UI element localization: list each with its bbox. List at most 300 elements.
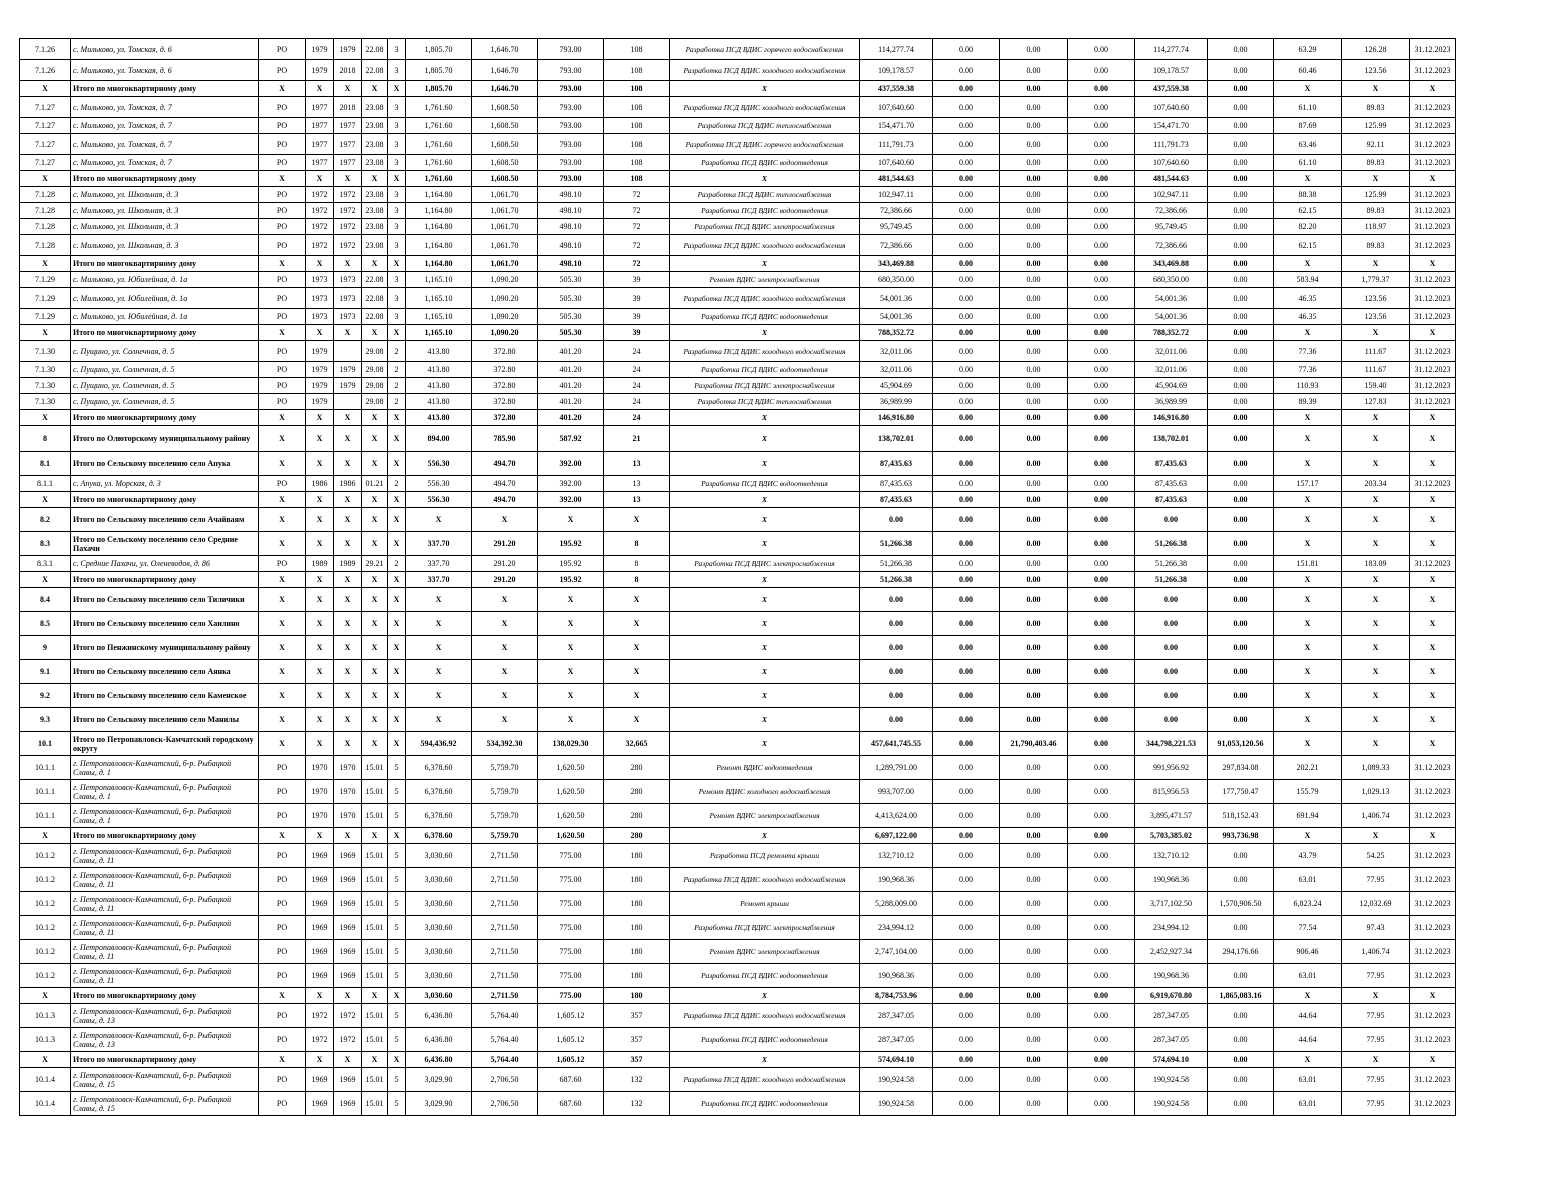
cell-other-funds: 0.00 [1208, 844, 1274, 868]
cell-total-cost: 0.00 [860, 660, 933, 684]
cell-local-funds: 0.00 [1068, 394, 1135, 410]
cell-owner-funds: 32,011.06 [1135, 362, 1208, 378]
cell-residents: 24 [604, 378, 670, 394]
cell-other-funds: 0.00 [1208, 118, 1274, 134]
cell-cadastral: 29.21 [362, 556, 388, 572]
cell-other-funds: 294,176.66 [1208, 940, 1274, 964]
table-row [20, 964, 1456, 988]
cell-unit-cost: X [1274, 708, 1342, 732]
cell-year-renovated: X [334, 256, 362, 272]
cell-living-area: 1,608.50 [472, 155, 538, 171]
cell-total-cost: 0.00 [860, 684, 933, 708]
cell-max-unit-cost: 54.25 [1342, 844, 1410, 868]
subtotal-row [20, 452, 1456, 476]
cell-owner-funds: 3,717,102.50 [1135, 892, 1208, 916]
cell-work-type: Разработка ПСД ВДИС электроснабжения [670, 219, 860, 235]
cell-total-cost: 32,011.06 [860, 362, 933, 378]
cell-work-type: X [670, 612, 860, 636]
cell-total-area: 3,030.60 [406, 988, 472, 1004]
cell-item-number: X [20, 1052, 71, 1068]
cell-work-type: Разработка ПСД ВДИС электроснабжения [670, 378, 860, 394]
cell-item-number: X [20, 572, 71, 588]
cell-year-renovated: 1977 [334, 155, 362, 171]
cell-owner-funds: 51,266.38 [1135, 556, 1208, 572]
cell-common-area: 793.00 [538, 134, 604, 155]
cell-max-unit-cost: X [1342, 532, 1410, 556]
cell-deadline: X [1410, 256, 1456, 272]
cell-common-area: 401.20 [538, 378, 604, 394]
cell-work-type: Разработка ПСД ВДИС водоотведения [670, 203, 860, 219]
cell-owner-type: X [259, 572, 306, 588]
cell-work-type: Разработка ПСД ВДИС электроснабжения [670, 556, 860, 572]
cell-address: с. Мильково, ул. Томская, д. 7 [71, 97, 259, 118]
cell-owner-funds: 0.00 [1135, 660, 1208, 684]
cell-owner-type: РО [259, 844, 306, 868]
cell-floors: X [388, 708, 406, 732]
cell-owner-type: РО [259, 97, 306, 118]
cell-year-renovated [334, 394, 362, 410]
cell-owner-type: X [259, 588, 306, 612]
cell-total-cost: 287,347.05 [860, 1004, 933, 1028]
cell-living-area: 2,711.50 [472, 892, 538, 916]
cell-max-unit-cost: 126.28 [1342, 39, 1410, 60]
cell-deadline: 31.12.2023 [1410, 1068, 1456, 1092]
cell-common-area: 401.20 [538, 362, 604, 378]
subtotal-row [20, 660, 1456, 684]
cell-local-funds: 0.00 [1068, 988, 1135, 1004]
cell-unit-cost: X [1274, 492, 1342, 508]
cell-federal-funds: 0.00 [933, 410, 1000, 426]
cell-cadastral: X [362, 612, 388, 636]
cell-year-renovated: X [334, 532, 362, 556]
cell-total-cost: 51,266.38 [860, 532, 933, 556]
cell-unit-cost: 151.81 [1274, 556, 1342, 572]
cell-floors: X [388, 636, 406, 660]
cell-residents: 180 [604, 964, 670, 988]
cell-local-funds: 0.00 [1068, 940, 1135, 964]
cell-owner-funds: 287,347.05 [1135, 1028, 1208, 1052]
cell-total-cost: 95,749.45 [860, 219, 933, 235]
cell-total-cost: 0.00 [860, 708, 933, 732]
cell-other-funds: 0.00 [1208, 81, 1274, 97]
cell-max-unit-cost: 1,089.33 [1342, 756, 1410, 780]
cell-year-renovated: X [334, 1052, 362, 1068]
cell-common-area: 775.00 [538, 940, 604, 964]
cell-address: Итого по Сельскому поселению село Хаилино [71, 612, 259, 636]
cell-common-area: 498.10 [538, 187, 604, 203]
cell-total-cost: 107,640.60 [860, 97, 933, 118]
cell-work-type: Разработка ПСД ВДИС теплоснабжения [670, 394, 860, 410]
cell-work-type: Разработка ПСД ВДИС водоотведения [670, 309, 860, 325]
cell-owner-type: X [259, 532, 306, 556]
cell-other-funds: 0.00 [1208, 1028, 1274, 1052]
cell-total-cost: 190,924.58 [860, 1068, 933, 1092]
cell-residents: 280 [604, 756, 670, 780]
cell-local-funds: 0.00 [1068, 272, 1135, 288]
cell-cadastral: 15.01 [362, 1092, 388, 1116]
cell-total-area: 1,165.10 [406, 272, 472, 288]
cell-item-number: 10.1.4 [20, 1092, 71, 1116]
cell-max-unit-cost: 77.95 [1342, 868, 1410, 892]
cell-owner-funds: 87,435.63 [1135, 492, 1208, 508]
cell-work-type: Разработка ПСД ВДИС водоотведения [670, 155, 860, 171]
cell-floors: X [388, 612, 406, 636]
cell-other-funds: 0.00 [1208, 612, 1274, 636]
cell-floors: X [388, 660, 406, 684]
cell-owner-funds: 107,640.60 [1135, 97, 1208, 118]
cell-owner-type: X [259, 325, 306, 341]
cell-deadline: 31.12.2023 [1410, 868, 1456, 892]
cell-living-area: 1,646.70 [472, 39, 538, 60]
cell-other-funds: 0.00 [1208, 97, 1274, 118]
cell-owner-type: РО [259, 39, 306, 60]
cell-federal-funds: 0.00 [933, 219, 1000, 235]
cell-deadline: 31.12.2023 [1410, 1092, 1456, 1116]
cell-other-funds: 1,865,083.16 [1208, 988, 1274, 1004]
cell-common-area: 793.00 [538, 81, 604, 97]
cell-federal-funds: 0.00 [933, 988, 1000, 1004]
cell-owner-funds: 107,640.60 [1135, 155, 1208, 171]
cell-deadline: X [1410, 532, 1456, 556]
cell-local-funds: 0.00 [1068, 804, 1135, 828]
cell-work-type: X [670, 492, 860, 508]
cell-max-unit-cost: 89.83 [1342, 203, 1410, 219]
cell-common-area: 1,620.50 [538, 804, 604, 828]
cell-regional-funds: 0.00 [1000, 309, 1068, 325]
cell-regional-funds: 0.00 [1000, 39, 1068, 60]
cell-unit-cost: 157.17 [1274, 476, 1342, 492]
cell-owner-funds: 54,001.36 [1135, 288, 1208, 309]
cell-owner-type: X [259, 684, 306, 708]
cell-floors: 5 [388, 756, 406, 780]
cell-total-cost: 0.00 [860, 588, 933, 612]
cell-regional-funds: 0.00 [1000, 916, 1068, 940]
cell-common-area: 392.00 [538, 476, 604, 492]
cell-floors: X [388, 452, 406, 476]
cell-owner-type: X [259, 452, 306, 476]
cell-unit-cost: 82.20 [1274, 219, 1342, 235]
cell-federal-funds: 0.00 [933, 394, 1000, 410]
cell-work-type: X [670, 452, 860, 476]
cell-total-cost: 102,947.11 [860, 187, 933, 203]
cell-total-cost: 45,904.69 [860, 378, 933, 394]
cell-owner-funds: 991,956.92 [1135, 756, 1208, 780]
cell-floors: 3 [388, 235, 406, 256]
cell-local-funds: 0.00 [1068, 964, 1135, 988]
cell-work-type: Ремонт ВДИС водоотведения [670, 756, 860, 780]
cell-regional-funds: 0.00 [1000, 844, 1068, 868]
cell-deadline: 31.12.2023 [1410, 134, 1456, 155]
cell-cadastral: 15.01 [362, 804, 388, 828]
cell-owner-type: РО [259, 203, 306, 219]
table-row [20, 272, 1456, 288]
cell-owner-type: РО [259, 1028, 306, 1052]
cell-local-funds: 0.00 [1068, 378, 1135, 394]
cell-max-unit-cost: X [1342, 410, 1410, 426]
cell-owner-type: X [259, 660, 306, 684]
cell-regional-funds: 0.00 [1000, 219, 1068, 235]
cell-total-cost: 680,350.00 [860, 272, 933, 288]
cell-owner-type: РО [259, 804, 306, 828]
cell-owner-type: РО [259, 756, 306, 780]
cell-regional-funds: 0.00 [1000, 171, 1068, 187]
cell-year-built: 1972 [306, 235, 334, 256]
cell-item-number: 8.1.1 [20, 476, 71, 492]
cell-total-area: 6,378.60 [406, 780, 472, 804]
cell-item-number: 10.1.1 [20, 780, 71, 804]
cell-local-funds: 0.00 [1068, 1028, 1135, 1052]
cell-federal-funds: 0.00 [933, 187, 1000, 203]
cell-federal-funds: 0.00 [933, 492, 1000, 508]
cell-residents: 280 [604, 804, 670, 828]
cell-max-unit-cost: 127.83 [1342, 394, 1410, 410]
cell-owner-funds: 680,350.00 [1135, 272, 1208, 288]
cell-unit-cost: X [1274, 1052, 1342, 1068]
cell-regional-funds: 0.00 [1000, 1068, 1068, 1092]
cell-residents: 108 [604, 171, 670, 187]
cell-address: с. Мильково, ул. Юбилейная, д. 1а [71, 272, 259, 288]
cell-floors: X [388, 508, 406, 532]
cell-year-renovated: X [334, 426, 362, 452]
table-row [20, 394, 1456, 410]
cell-local-funds: 0.00 [1068, 219, 1135, 235]
cell-local-funds: 0.00 [1068, 134, 1135, 155]
cell-unit-cost: 88.38 [1274, 187, 1342, 203]
cell-cadastral: 15.01 [362, 868, 388, 892]
cell-address: Итого по Сельскому поселению село Средние Пахачи [71, 532, 259, 556]
cell-owner-funds: 0.00 [1135, 708, 1208, 732]
table-row [20, 556, 1456, 572]
cell-year-built: X [306, 588, 334, 612]
cell-owner-type: X [259, 256, 306, 272]
subtotal-row [20, 492, 1456, 508]
cell-common-area: 505.30 [538, 272, 604, 288]
cell-year-renovated: 1972 [334, 1004, 362, 1028]
cell-max-unit-cost: 183.09 [1342, 556, 1410, 572]
cell-total-cost: 2,747,104.00 [860, 940, 933, 964]
cell-address: Итого по Олюторскому муниципальному району [71, 426, 259, 452]
cell-year-renovated [334, 341, 362, 362]
cell-deadline: X [1410, 81, 1456, 97]
cell-deadline: 31.12.2023 [1410, 118, 1456, 134]
cell-local-funds: 0.00 [1068, 588, 1135, 612]
cell-total-cost: 190,968.36 [860, 868, 933, 892]
cell-local-funds: 0.00 [1068, 556, 1135, 572]
cell-floors: 3 [388, 39, 406, 60]
cell-living-area: 1,608.50 [472, 118, 538, 134]
cell-living-area: 5,759.70 [472, 804, 538, 828]
cell-regional-funds: 0.00 [1000, 203, 1068, 219]
cell-federal-funds: 0.00 [933, 892, 1000, 916]
cell-deadline: X [1410, 410, 1456, 426]
table-row [20, 1068, 1456, 1092]
cell-deadline: 31.12.2023 [1410, 844, 1456, 868]
cell-common-area: X [538, 660, 604, 684]
cell-residents: 108 [604, 60, 670, 81]
cell-deadline: 31.12.2023 [1410, 272, 1456, 288]
cell-deadline: X [1410, 636, 1456, 660]
cell-owner-type: РО [259, 341, 306, 362]
subtotal-row [20, 588, 1456, 612]
cell-unit-cost: 6,823.24 [1274, 892, 1342, 916]
cell-item-number: 8 [20, 426, 71, 452]
cell-federal-funds: 0.00 [933, 1068, 1000, 1092]
cell-item-number: 10.1.2 [20, 892, 71, 916]
cell-total-area: 413.80 [406, 362, 472, 378]
cell-common-area: 498.10 [538, 235, 604, 256]
cell-living-area: 494.70 [472, 492, 538, 508]
cell-address: с. Мильково, ул. Школьная, д. 3 [71, 219, 259, 235]
cell-living-area: 372.80 [472, 410, 538, 426]
cell-max-unit-cost: X [1342, 660, 1410, 684]
cell-living-area: 1,090.20 [472, 288, 538, 309]
cell-total-area: 337.70 [406, 556, 472, 572]
cell-federal-funds: 0.00 [933, 780, 1000, 804]
cell-unit-cost: 63.01 [1274, 868, 1342, 892]
cell-residents: X [604, 588, 670, 612]
subtotal-row [20, 171, 1456, 187]
cell-address: Итого по многоквартирному дому [71, 828, 259, 844]
table-row [20, 341, 1456, 362]
cell-owner-type: РО [259, 288, 306, 309]
cell-common-area: 587.92 [538, 426, 604, 452]
cell-other-funds: 0.00 [1208, 572, 1274, 588]
cell-living-area: 1,061.70 [472, 256, 538, 272]
cell-total-area: 3,029.90 [406, 1068, 472, 1092]
cell-max-unit-cost: 1,779.37 [1342, 272, 1410, 288]
cell-deadline: X [1410, 492, 1456, 508]
cell-residents: 8 [604, 572, 670, 588]
cell-total-cost: 190,924.58 [860, 1092, 933, 1116]
cell-residents: X [604, 708, 670, 732]
cell-federal-funds: 0.00 [933, 1028, 1000, 1052]
cell-max-unit-cost: X [1342, 426, 1410, 452]
cell-total-cost: 0.00 [860, 636, 933, 660]
cell-floors: X [388, 256, 406, 272]
cell-year-renovated: 1969 [334, 892, 362, 916]
table-row [20, 309, 1456, 325]
table-row [20, 97, 1456, 118]
cell-cadastral: 22.08 [362, 60, 388, 81]
cell-residents: 72 [604, 203, 670, 219]
cell-work-type: X [670, 171, 860, 187]
cell-year-built: 1970 [306, 804, 334, 828]
cell-cadastral: 22.08 [362, 309, 388, 325]
cell-floors: X [388, 588, 406, 612]
cell-year-renovated: 1969 [334, 868, 362, 892]
cell-federal-funds: 0.00 [933, 171, 1000, 187]
cell-total-cost: 993,707.00 [860, 780, 933, 804]
cell-common-area: 138,029.30 [538, 732, 604, 756]
cell-other-funds: 0.00 [1208, 187, 1274, 203]
cell-unit-cost: 77.54 [1274, 916, 1342, 940]
cell-item-number: X [20, 410, 71, 426]
cell-common-area: 1,605.12 [538, 1052, 604, 1068]
cell-common-area: 505.30 [538, 309, 604, 325]
cell-federal-funds: 0.00 [933, 39, 1000, 60]
cell-residents: 72 [604, 256, 670, 272]
cell-total-cost: 138,702.01 [860, 426, 933, 452]
cell-residents: 108 [604, 134, 670, 155]
cell-year-built: 1977 [306, 118, 334, 134]
cell-owner-funds: 5,703,385.02 [1135, 828, 1208, 844]
cell-work-type: X [670, 325, 860, 341]
cell-other-funds: 0.00 [1208, 1092, 1274, 1116]
cell-federal-funds: 0.00 [933, 636, 1000, 660]
cell-owner-funds: 146,916.80 [1135, 410, 1208, 426]
cell-common-area: 401.20 [538, 410, 604, 426]
cell-address: Итого по многоквартирному дому [71, 81, 259, 97]
cell-regional-funds: 0.00 [1000, 964, 1068, 988]
cell-owner-funds: 102,947.11 [1135, 187, 1208, 203]
cell-item-number: 7.1.29 [20, 288, 71, 309]
cell-local-funds: 0.00 [1068, 309, 1135, 325]
table-row [20, 1004, 1456, 1028]
cell-residents: 280 [604, 828, 670, 844]
cell-federal-funds: 0.00 [933, 940, 1000, 964]
cell-regional-funds: 0.00 [1000, 410, 1068, 426]
cell-common-area: X [538, 684, 604, 708]
repair-program-table [19, 38, 1456, 1116]
cell-work-type: X [670, 988, 860, 1004]
cell-deadline: 31.12.2023 [1410, 378, 1456, 394]
cell-address: г. Петропавловск-Камчатский, б-р. Рыбацкой Славы, д. 1 [71, 756, 259, 780]
cell-deadline: X [1410, 171, 1456, 187]
cell-item-number: 7.1.27 [20, 155, 71, 171]
cell-other-funds: 0.00 [1208, 60, 1274, 81]
subtotal-row [20, 256, 1456, 272]
cell-residents: 180 [604, 844, 670, 868]
cell-total-area: X [406, 636, 472, 660]
cell-total-area: 1,761.60 [406, 134, 472, 155]
cell-cadastral: 22.08 [362, 288, 388, 309]
cell-work-type: Разработка ПСД ВДИС холодного водоснабжения [670, 288, 860, 309]
cell-regional-funds: 0.00 [1000, 187, 1068, 203]
cell-total-area: 1,165.10 [406, 288, 472, 309]
cell-federal-funds: 0.00 [933, 97, 1000, 118]
cell-max-unit-cost: 111.67 [1342, 362, 1410, 378]
cell-address: Итого по многоквартирному дому [71, 325, 259, 341]
cell-work-type: Разработка ПСД ВДИС холодного водоснабжения [670, 1004, 860, 1028]
cell-floors: X [388, 325, 406, 341]
cell-cadastral: X [362, 532, 388, 556]
cell-total-cost: 51,266.38 [860, 572, 933, 588]
cell-owner-funds: 0.00 [1135, 636, 1208, 660]
cell-residents: 8 [604, 556, 670, 572]
cell-floors: 3 [388, 118, 406, 134]
cell-year-built: 1969 [306, 964, 334, 988]
cell-other-funds: 0.00 [1208, 219, 1274, 235]
cell-total-cost: 72,386.66 [860, 235, 933, 256]
cell-common-area: 1,620.50 [538, 780, 604, 804]
cell-year-renovated: 1989 [334, 556, 362, 572]
cell-total-area: 556.30 [406, 476, 472, 492]
cell-cadastral: X [362, 171, 388, 187]
cell-living-area: 1,646.70 [472, 60, 538, 81]
cell-regional-funds: 0.00 [1000, 1092, 1068, 1116]
cell-unit-cost: X [1274, 508, 1342, 532]
table-row [20, 362, 1456, 378]
cell-floors: 5 [388, 844, 406, 868]
cell-deadline: X [1410, 325, 1456, 341]
cell-year-built: X [306, 732, 334, 756]
cell-floors: 5 [388, 1028, 406, 1052]
cell-item-number: 9 [20, 636, 71, 660]
cell-regional-funds: 0.00 [1000, 60, 1068, 81]
cell-work-type: X [670, 532, 860, 556]
cell-year-renovated: X [334, 684, 362, 708]
table-row [20, 288, 1456, 309]
